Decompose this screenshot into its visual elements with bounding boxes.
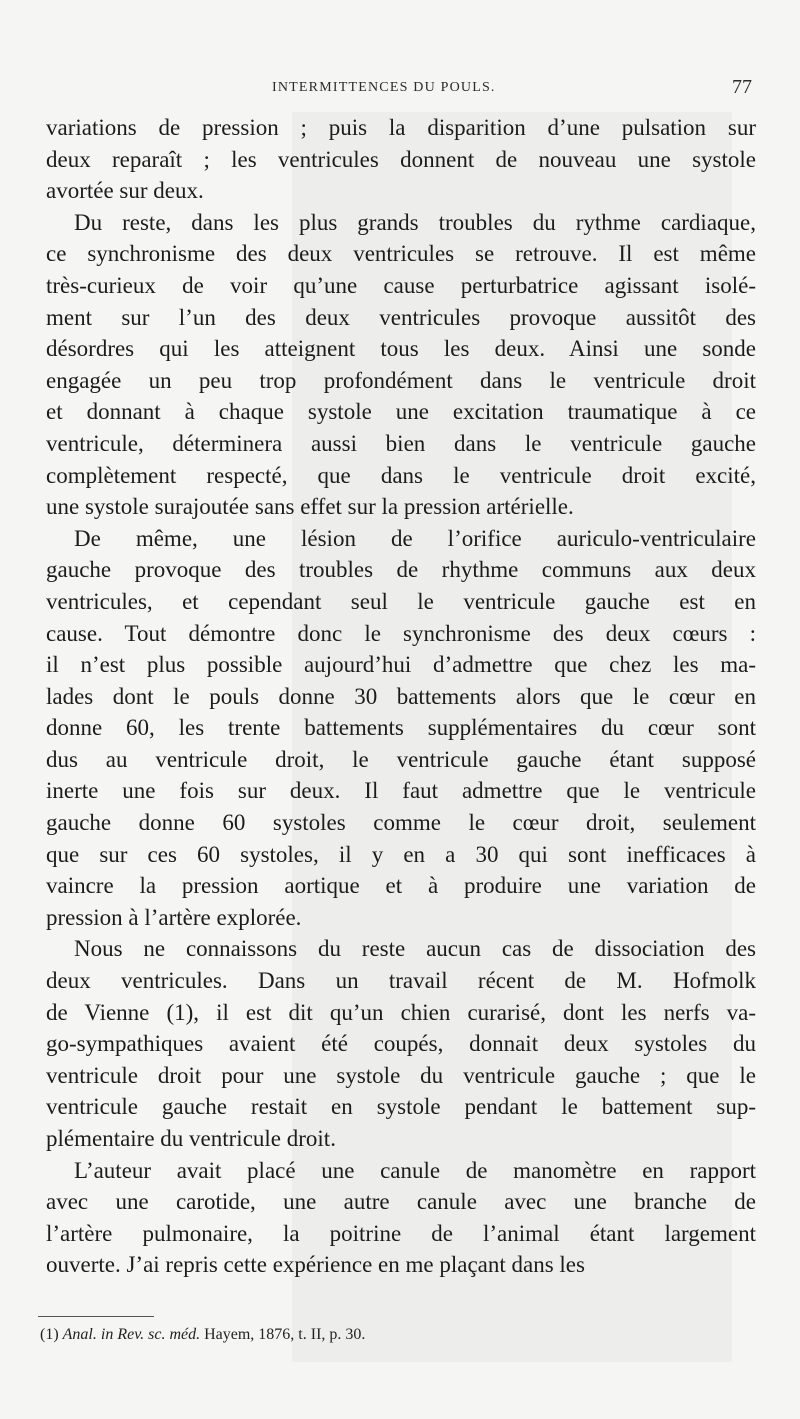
paragraph <box>46 933 756 1154</box>
text-line: gauche provoque des troubles de rhythme communs aux deux <box>46 557 756 583</box>
text-line: deux reparaît ; les ventricules donnent de nouveau une systole <box>46 146 756 172</box>
text-line: Nous ne connaissons du reste aucun cas de dissociation des <box>74 936 756 962</box>
text-line: complètement respecté, que dans le ventricule droit excité, <box>46 462 756 488</box>
text-line: donne 60, les trente battements supplémentaires du cœur sont <box>46 715 756 741</box>
footnote-reference: Hayem, 1876, t. II, p. 30. <box>204 1326 366 1343</box>
footnote-rule <box>38 1316 154 1317</box>
text-line: ce synchronisme des deux ventricules se retrouve. Il est même <box>46 241 756 267</box>
text-line: lades dont le pouls donne 30 battements alors que le cœur en <box>46 683 756 709</box>
text-line: ventricule droit pour une systole du ventricule gauche ; que le <box>46 1062 756 1088</box>
text-line: go-sympathiques avaient été coupés, donnait deux systoles du <box>46 1031 756 1057</box>
text-line: Du reste, dans les plus grands troubles du rythme cardiaque, <box>74 209 756 235</box>
text-line: ventricules, et cependant seul le ventricule gauche est en <box>46 588 756 614</box>
text-line: vaincre la pression aortique et à produire une variation de <box>46 873 756 899</box>
text-line: de Vienne (1), il est dit qu’un chien curarisé, dont les nerfs va- <box>46 999 756 1025</box>
text-line: L’auteur avait placé une canule de manomètre en rapport <box>74 1157 756 1183</box>
text-line: gauche donne 60 systoles comme le cœur droit, seulement <box>46 810 756 836</box>
text-line: De même, une lésion de l’orifice auriculo-ventriculaire <box>74 525 756 551</box>
text-line: et donnant à chaque systole une excitation traumatique à ce <box>46 399 756 425</box>
text-line: inerte une fois sur deux. Il faut admettre que le ventricule <box>46 778 756 804</box>
text-line: il n’est plus possible aujourd’hui d’admettre que chez les ma- <box>46 652 756 678</box>
paragraph <box>46 112 756 207</box>
text-line: que sur ces 60 systoles, il y en a 30 qui sont inefficaces à <box>46 841 756 867</box>
text-line: désordres qui les atteignent tous les deux. Ainsi une sonde <box>46 336 756 362</box>
text-line: ventricule gauche restait en systole pendant le battement sup- <box>46 1094 756 1120</box>
text-line: très-curieux de voir qu’une cause perturbatrice agissant isolé- <box>46 272 756 298</box>
text-line: engagée un peu trop profondément dans le ventricule droit <box>46 367 756 393</box>
text-line: ment sur l’un des deux ventricules provoque aussitôt des <box>46 304 756 330</box>
body-text <box>46 112 756 1281</box>
text-line: ouverte. J’ai repris cette expérience en me plaçant dans les <box>46 1252 585 1278</box>
page-number: 77 <box>732 76 752 98</box>
text-line: variations de pression ; puis la disparition d’une pulsation sur <box>46 115 756 140</box>
text-line: dus au ventricule droit, le ventricule gauche étant supposé <box>46 746 756 772</box>
text-line: avortée sur deux. <box>46 178 204 204</box>
text-line: cause. Tout démontre donc le synchronisme des deux cœurs : <box>46 620 756 646</box>
text-line: deux ventricules. Dans un travail récent de M. Hofmolk <box>46 968 756 994</box>
text-line: avec une carotide, une autre canule avec une branche de <box>46 1189 756 1215</box>
text-line: plémentaire du ventricule droit. <box>46 1126 336 1151</box>
footnote-source: Anal. in Rev. sc. méd. <box>62 1326 201 1343</box>
running-title: INTERMITTENCES DU POULS. <box>272 80 496 95</box>
page-header <box>0 74 800 104</box>
text-line: ventricule, déterminera aussi bien dans le ventricule gauche <box>46 430 756 456</box>
footnote <box>40 1326 365 1344</box>
text-line: une systole surajoutée sans effet sur la pression artérielle. <box>46 494 574 520</box>
paragraph <box>46 1155 756 1281</box>
paragraph <box>46 207 756 523</box>
footnote-marker: (1) <box>40 1326 59 1343</box>
text-line: l’artère pulmonaire, la poitrine de l’animal étant largement <box>46 1220 756 1246</box>
paragraph <box>46 523 756 934</box>
text-line: pression à l’artère explorée. <box>46 904 302 930</box>
